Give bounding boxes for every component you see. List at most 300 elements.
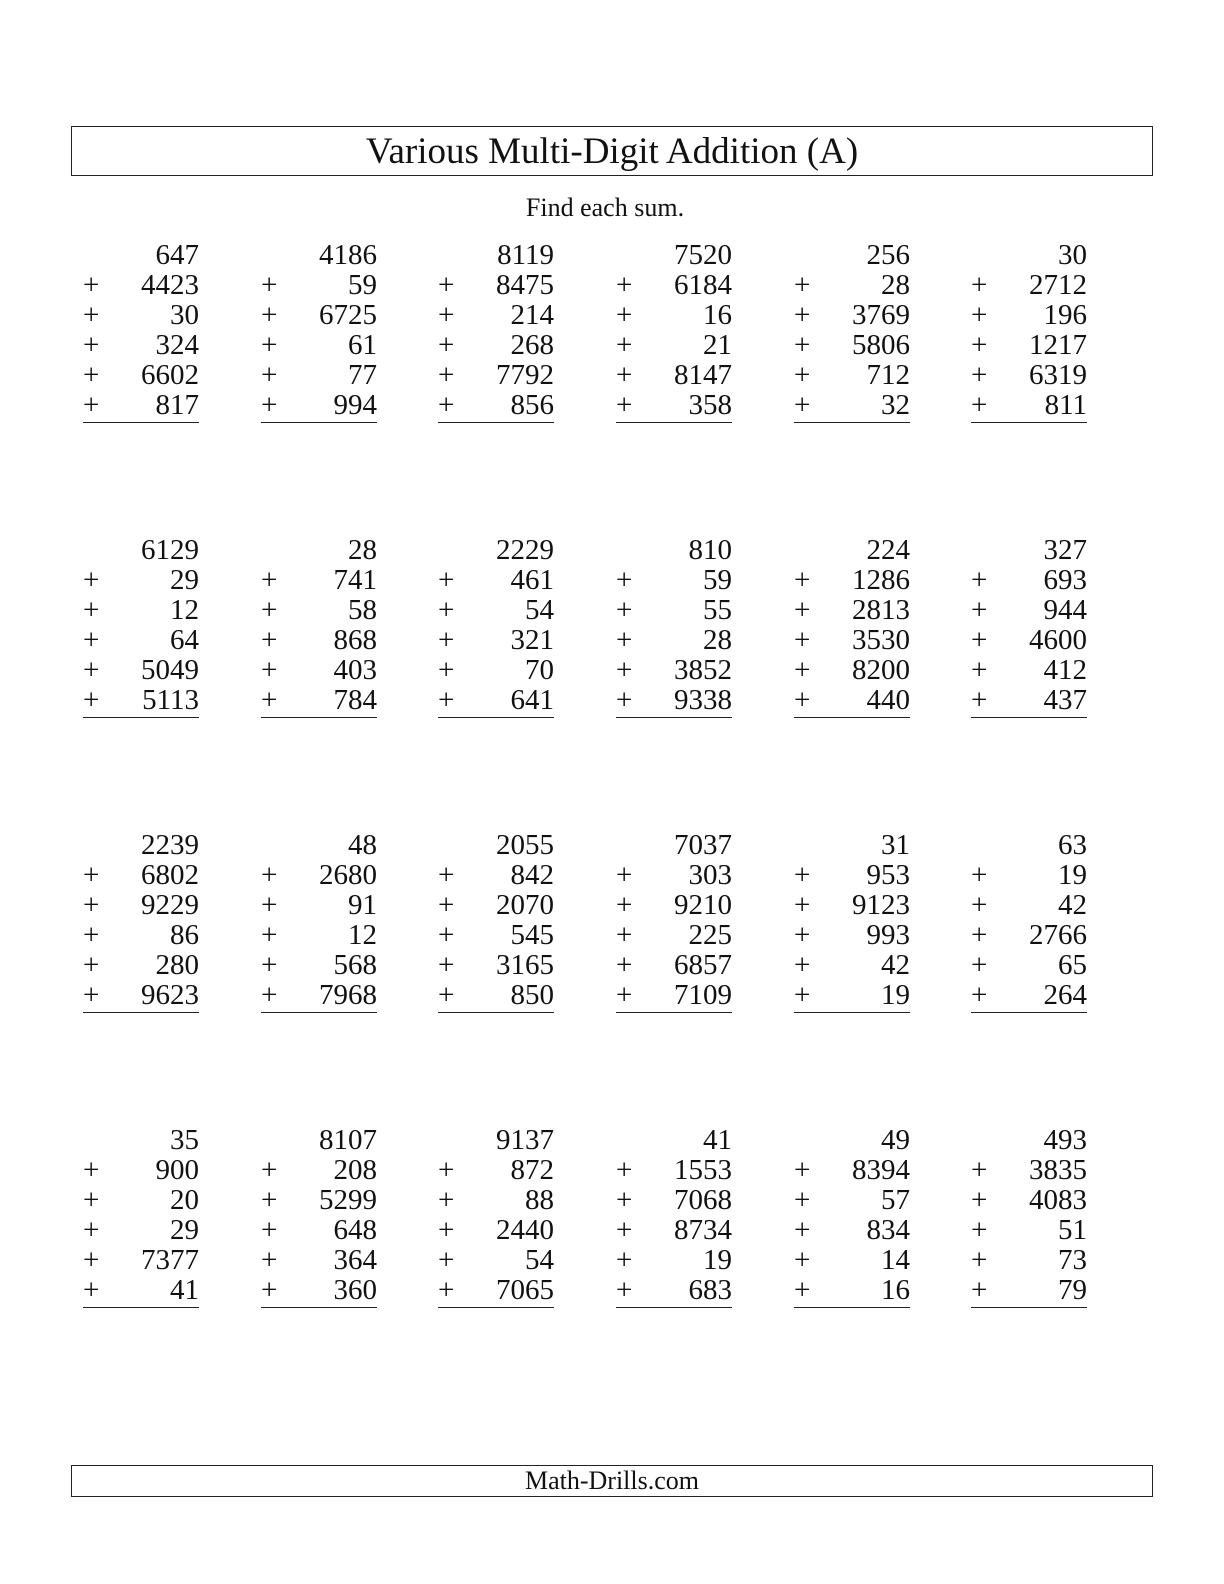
addend-row (261, 1275, 377, 1305)
addend-value: 264 (1043, 979, 1087, 1011)
addend-value: 7037 (674, 829, 732, 861)
addend-row (616, 1185, 732, 1215)
addend-row (971, 860, 1087, 890)
addition-problem (83, 240, 199, 423)
addend-row (261, 655, 377, 685)
addend-value: 364 (333, 1244, 377, 1276)
addend-row (616, 360, 732, 390)
first-addend (794, 240, 910, 270)
addend-row (261, 685, 377, 715)
addition-problem (438, 830, 554, 1013)
sum-line (261, 422, 377, 423)
addend-row (794, 330, 910, 360)
addend-value: 31 (881, 829, 910, 861)
addend-value: 225 (688, 919, 732, 951)
plus-sign: + (83, 1274, 100, 1306)
addend-value: 29 (170, 564, 199, 596)
addend-value: 7377 (141, 1244, 199, 1276)
addend-value: 324 (155, 329, 199, 361)
plus-sign: + (616, 859, 633, 891)
plus-sign: + (971, 1214, 988, 1246)
plus-sign: + (438, 1274, 455, 1306)
plus-sign: + (83, 889, 100, 921)
plus-sign: + (83, 1244, 100, 1276)
addition-problem (616, 535, 732, 718)
addend-row (794, 625, 910, 655)
addend-row (616, 1275, 732, 1305)
addend-value: 817 (155, 389, 199, 421)
plus-sign: + (616, 684, 633, 716)
addend-value: 9137 (496, 1124, 554, 1156)
addend-value: 59 (348, 269, 377, 301)
plus-sign: + (261, 919, 278, 951)
plus-sign: + (794, 269, 811, 301)
plus-sign: + (616, 389, 633, 421)
addition-problem (794, 1125, 910, 1308)
addend-row (794, 1215, 910, 1245)
addend-row (83, 360, 199, 390)
sum-line (794, 422, 910, 423)
plus-sign: + (971, 329, 988, 361)
plus-sign: + (261, 889, 278, 921)
plus-sign: + (261, 359, 278, 391)
addend-row (616, 625, 732, 655)
plus-sign: + (794, 594, 811, 626)
plus-sign: + (83, 949, 100, 981)
addend-row (83, 1155, 199, 1185)
addend-value: 683 (688, 1274, 732, 1306)
plus-sign: + (794, 1154, 811, 1186)
plus-sign: + (616, 949, 633, 981)
plus-sign: + (794, 1244, 811, 1276)
addend-value: 8475 (496, 269, 554, 301)
addend-value: 21 (703, 329, 732, 361)
addend-value: 51 (1058, 1214, 1087, 1246)
addend-value: 55 (703, 594, 732, 626)
addition-problem (971, 830, 1087, 1013)
plus-sign: + (794, 859, 811, 891)
addend-row (261, 565, 377, 595)
plus-sign: + (971, 1184, 988, 1216)
addend-value: 7065 (496, 1274, 554, 1306)
plus-sign: + (438, 594, 455, 626)
addend-row (616, 950, 732, 980)
addend-value: 7068 (674, 1184, 732, 1216)
plus-sign: + (971, 889, 988, 921)
addition-problem (83, 1125, 199, 1308)
addend-value: 5113 (142, 684, 199, 716)
plus-sign: + (261, 979, 278, 1011)
addend-value: 811 (1044, 389, 1087, 421)
addend-value: 994 (333, 389, 377, 421)
addend-value: 5299 (319, 1184, 377, 1216)
addend-value: 28 (703, 624, 732, 656)
addend-row (83, 300, 199, 330)
sum-line (794, 1012, 910, 1013)
addend-row (971, 1245, 1087, 1275)
first-addend (794, 1125, 910, 1155)
sum-line (971, 1307, 1087, 1308)
addend-row (794, 655, 910, 685)
addend-value: 2766 (1029, 919, 1087, 951)
addend-row (83, 655, 199, 685)
addend-value: 6602 (141, 359, 199, 391)
footer-text: Math-Drills.com (524, 1466, 700, 1495)
addend-value: 79 (1058, 1274, 1087, 1306)
sum-line (438, 1012, 554, 1013)
plus-sign: + (261, 1184, 278, 1216)
plus-sign: + (616, 564, 633, 596)
addend-row (794, 950, 910, 980)
plus-sign: + (616, 889, 633, 921)
addition-problem (261, 240, 377, 423)
addend-row (971, 655, 1087, 685)
addend-row (794, 595, 910, 625)
addend-value: 648 (333, 1214, 377, 1246)
addend-row (83, 950, 199, 980)
plus-sign: + (616, 1154, 633, 1186)
addend-value: 545 (510, 919, 554, 951)
addend-value: 28 (348, 534, 377, 566)
plus-sign: + (261, 859, 278, 891)
plus-sign: + (438, 1244, 455, 1276)
plus-sign: + (794, 654, 811, 686)
addend-row (616, 655, 732, 685)
addend-value: 19 (703, 1244, 732, 1276)
addend-value: 64 (170, 624, 199, 656)
addend-value: 647 (155, 239, 199, 271)
plus-sign: + (83, 299, 100, 331)
plus-sign: + (83, 684, 100, 716)
addend-row (971, 685, 1087, 715)
addend-row (261, 1185, 377, 1215)
addend-row (438, 685, 554, 715)
plus-sign: + (438, 389, 455, 421)
plus-sign: + (971, 594, 988, 626)
addend-row (616, 685, 732, 715)
sum-line (616, 1307, 732, 1308)
plus-sign: + (261, 329, 278, 361)
plus-sign: + (83, 1154, 100, 1186)
addend-row (438, 920, 554, 950)
addend-value: 7520 (674, 239, 732, 271)
addition-problem (794, 535, 910, 718)
addend-value: 3530 (852, 624, 910, 656)
addend-value: 16 (703, 299, 732, 331)
addend-value: 842 (510, 859, 554, 891)
addend-row (261, 625, 377, 655)
addend-row (83, 1215, 199, 1245)
addend-value: 9338 (674, 684, 732, 716)
addend-value: 2680 (319, 859, 377, 891)
plus-sign: + (616, 594, 633, 626)
addend-value: 856 (510, 389, 554, 421)
addend-value: 1553 (674, 1154, 732, 1186)
plus-sign: + (971, 359, 988, 391)
addend-row (616, 330, 732, 360)
addend-row (83, 390, 199, 420)
addend-value: 6802 (141, 859, 199, 891)
addend-row (261, 860, 377, 890)
addition-problem (971, 240, 1087, 423)
addition-problem (261, 535, 377, 718)
plus-sign: + (438, 269, 455, 301)
plus-sign: + (83, 359, 100, 391)
sum-line (83, 717, 199, 718)
plus-sign: + (83, 859, 100, 891)
plus-sign: + (971, 654, 988, 686)
addend-value: 8119 (497, 239, 554, 271)
addend-row (971, 360, 1087, 390)
addend-value: 30 (1058, 239, 1087, 271)
first-addend (971, 240, 1087, 270)
addend-value: 77 (348, 359, 377, 391)
addend-row (971, 565, 1087, 595)
sum-line (261, 1012, 377, 1013)
addend-value: 2712 (1029, 269, 1087, 301)
plus-sign: + (616, 269, 633, 301)
addend-value: 2239 (141, 829, 199, 861)
addend-value: 2440 (496, 1214, 554, 1246)
addend-row (438, 1185, 554, 1215)
plus-sign: + (971, 389, 988, 421)
addition-problem (794, 240, 910, 423)
plus-sign: + (971, 979, 988, 1011)
addition-problem (438, 240, 554, 423)
plus-sign: + (971, 949, 988, 981)
plus-sign: + (616, 1184, 633, 1216)
addend-row (261, 890, 377, 920)
addend-row (261, 950, 377, 980)
plus-sign: + (438, 684, 455, 716)
plus-sign: + (438, 624, 455, 656)
addend-row (261, 270, 377, 300)
plus-sign: + (83, 329, 100, 361)
addend-row (261, 980, 377, 1010)
plus-sign: + (794, 624, 811, 656)
first-addend (616, 535, 732, 565)
addend-value: 196 (1043, 299, 1087, 331)
first-addend (261, 1125, 377, 1155)
plus-sign: + (616, 299, 633, 331)
addition-problem (261, 830, 377, 1013)
addend-value: 2229 (496, 534, 554, 566)
addend-value: 327 (1043, 534, 1087, 566)
addend-value: 208 (333, 1154, 377, 1186)
addend-value: 224 (866, 534, 910, 566)
addend-row (438, 595, 554, 625)
addend-value: 58 (348, 594, 377, 626)
sum-line (438, 717, 554, 718)
addend-value: 8107 (319, 1124, 377, 1156)
plus-sign: + (616, 1274, 633, 1306)
addend-row (83, 890, 199, 920)
plus-sign: + (971, 1244, 988, 1276)
addend-row (83, 685, 199, 715)
plus-sign: + (971, 859, 988, 891)
addend-value: 35 (170, 1124, 199, 1156)
addend-value: 412 (1043, 654, 1087, 686)
addend-row (794, 390, 910, 420)
plus-sign: + (794, 1214, 811, 1246)
addend-value: 437 (1043, 684, 1087, 716)
plus-sign: + (261, 564, 278, 596)
sum-line (794, 1307, 910, 1308)
addition-problem (616, 830, 732, 1013)
addend-row (438, 330, 554, 360)
addend-row (616, 595, 732, 625)
plus-sign: + (971, 624, 988, 656)
addend-row (83, 980, 199, 1010)
addend-value: 8394 (852, 1154, 910, 1186)
plus-sign: + (261, 299, 278, 331)
addend-row (438, 1155, 554, 1185)
addend-value: 280 (155, 949, 199, 981)
first-addend (794, 535, 910, 565)
first-addend (438, 830, 554, 860)
addend-row (794, 270, 910, 300)
addend-value: 42 (1058, 889, 1087, 921)
addend-row (438, 300, 554, 330)
plus-sign: + (83, 1184, 100, 1216)
addend-value: 741 (333, 564, 377, 596)
sum-line (616, 717, 732, 718)
addend-row (971, 1185, 1087, 1215)
addend-row (261, 360, 377, 390)
addend-row (971, 890, 1087, 920)
addend-row (971, 950, 1087, 980)
plus-sign: + (794, 1184, 811, 1216)
addend-value: 8734 (674, 1214, 732, 1246)
sum-line (438, 422, 554, 423)
addend-row (83, 920, 199, 950)
plus-sign: + (794, 949, 811, 981)
addend-value: 49 (881, 1124, 910, 1156)
sum-line (83, 1012, 199, 1013)
plus-sign: + (438, 1184, 455, 1216)
addend-value: 91 (348, 889, 377, 921)
plus-sign: + (261, 1214, 278, 1246)
first-addend (83, 240, 199, 270)
footer (71, 1465, 1153, 1497)
plus-sign: + (83, 564, 100, 596)
addend-row (616, 890, 732, 920)
worksheet-title (71, 126, 1153, 176)
plus-sign: + (794, 389, 811, 421)
addend-row (261, 595, 377, 625)
first-addend (261, 240, 377, 270)
addend-value: 784 (333, 684, 377, 716)
addend-row (971, 595, 1087, 625)
plus-sign: + (616, 1214, 633, 1246)
addend-row (794, 860, 910, 890)
addend-value: 850 (510, 979, 554, 1011)
addend-row (616, 1215, 732, 1245)
addend-row (616, 565, 732, 595)
plus-sign: + (438, 329, 455, 361)
addend-row (438, 360, 554, 390)
addend-value: 9229 (141, 889, 199, 921)
addend-value: 360 (333, 1274, 377, 1306)
addend-value: 358 (688, 389, 732, 421)
addend-value: 5049 (141, 654, 199, 686)
addend-value: 86 (170, 919, 199, 951)
addend-row (438, 565, 554, 595)
first-addend (83, 830, 199, 860)
plus-sign: + (794, 1274, 811, 1306)
addend-row (794, 565, 910, 595)
addend-value: 6184 (674, 269, 732, 301)
addend-value: 214 (510, 299, 554, 331)
instructions: Find each sum. (525, 193, 685, 222)
sum-line (616, 1012, 732, 1013)
addend-value: 641 (510, 684, 554, 716)
first-addend (438, 240, 554, 270)
plus-sign: + (83, 654, 100, 686)
addend-value: 19 (881, 979, 910, 1011)
addend-value: 872 (510, 1154, 554, 1186)
plus-sign: + (261, 624, 278, 656)
addend-row (438, 270, 554, 300)
addend-row (971, 980, 1087, 1010)
addend-value: 303 (688, 859, 732, 891)
addend-value: 3769 (852, 299, 910, 331)
plus-sign: + (261, 389, 278, 421)
plus-sign: + (261, 269, 278, 301)
addend-value: 868 (333, 624, 377, 656)
addend-value: 12 (170, 594, 199, 626)
addend-row (794, 1245, 910, 1275)
addend-row (261, 1155, 377, 1185)
addend-row (971, 1155, 1087, 1185)
addend-row (794, 300, 910, 330)
addend-value: 440 (866, 684, 910, 716)
plus-sign: + (438, 889, 455, 921)
plus-sign: + (616, 1244, 633, 1276)
addend-value: 4423 (141, 269, 199, 301)
addend-value: 73 (1058, 1244, 1087, 1276)
addend-value: 3835 (1029, 1154, 1087, 1186)
addend-value: 7109 (674, 979, 732, 1011)
addend-row (438, 390, 554, 420)
addend-value: 403 (333, 654, 377, 686)
addend-row (83, 1275, 199, 1305)
worksheet-title-text: Various Multi-Digit Addition (A) (365, 130, 859, 172)
plus-sign: + (83, 594, 100, 626)
addend-value: 3852 (674, 654, 732, 686)
addend-row (438, 860, 554, 890)
addend-row (971, 1215, 1087, 1245)
plus-sign: + (438, 1214, 455, 1246)
addend-row (971, 270, 1087, 300)
plus-sign: + (438, 949, 455, 981)
addend-row (438, 1215, 554, 1245)
plus-sign: + (794, 359, 811, 391)
plus-sign: + (261, 949, 278, 981)
plus-sign: + (261, 1274, 278, 1306)
addend-value: 30 (170, 299, 199, 331)
addend-value: 4083 (1029, 1184, 1087, 1216)
plus-sign: + (616, 359, 633, 391)
addition-problem (616, 1125, 732, 1308)
addend-row (261, 300, 377, 330)
addend-value: 7968 (319, 979, 377, 1011)
addend-row (261, 1215, 377, 1245)
plus-sign: + (83, 979, 100, 1011)
addend-row (438, 890, 554, 920)
plus-sign: + (616, 624, 633, 656)
first-addend (794, 830, 910, 860)
